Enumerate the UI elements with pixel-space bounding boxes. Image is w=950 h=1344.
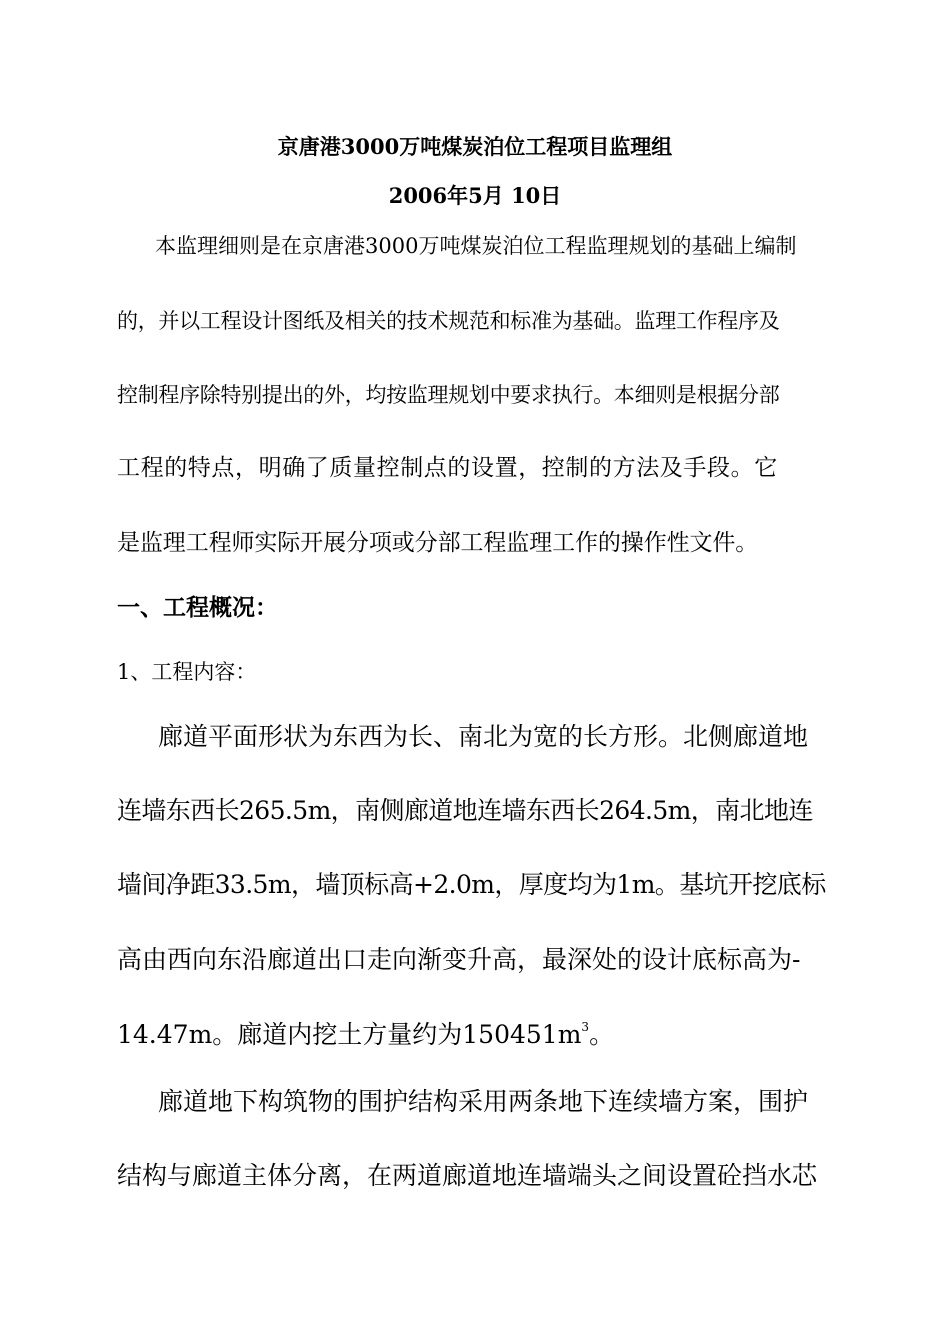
intro-line: 的，并以工程设计图纸及相关的技术规范和标准为基础。监理工作程序及 <box>117 309 780 333</box>
body-line: 廊道平面形状为东西为长、南北为宽的长方形。北侧廊道地 <box>158 722 809 751</box>
body-line: 高由西向东沿廊道出口走向渐变升高，最深处的设计底标高为- <box>117 945 801 974</box>
org-title: 京唐港3000万吨煤炭泊位工程项目监理组 <box>277 134 673 159</box>
body-line: 廊道地下构筑物的围护结构采用两条地下连续墙方案，围护 <box>158 1087 809 1116</box>
subsection-heading: 1、工程内容： <box>117 660 257 684</box>
section-heading: 一、工程概况： <box>117 594 278 621</box>
body-line: 结构与廊道主体分离，在两道廊道地连墙端头之间设置砼挡水芯 <box>117 1161 818 1190</box>
body-line: 连墙东西长265.5m，南侧廊道地连墙东西长264.5m，南北地连 <box>117 796 813 825</box>
body-line-with-superscript <box>117 1022 837 1047</box>
body-line: 墙间净距33.5m，墙顶标高+2.0m，厚度均为1m。基坑开挖底标 <box>117 870 826 899</box>
intro-line: 工程的特点，明确了质量控制点的设置，控制的方法及手段。它 <box>117 455 778 481</box>
volume-text: 14.47m。廊道内挖土方量约为150451m <box>117 1020 582 1049</box>
intro-line: 控制程序除特别提出的外，均按监理规划中要求执行。本细则是根据分部 <box>117 383 780 407</box>
sentence-end: 。 <box>589 1020 615 1049</box>
cubic-superscript: 3 <box>581 1020 590 1034</box>
intro-line: 本监理细则是在京唐港3000万吨煤炭泊位工程监理规划的基础上编制 <box>155 234 797 258</box>
intro-line: 是监理工程师实际开展分项或分部工程监理工作的操作性文件。 <box>117 530 759 556</box>
document-date: 2006年5月 10日 <box>388 183 562 208</box>
